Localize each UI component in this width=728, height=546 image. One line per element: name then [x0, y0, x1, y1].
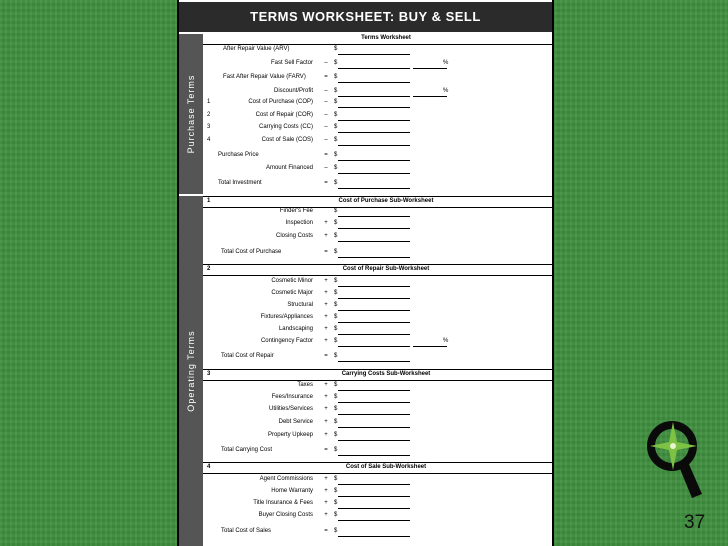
sub-worksheet-title: Cost of Purchase Sub-Worksheet: [338, 198, 434, 204]
worksheet-row[interactable]: [203, 419, 552, 429]
row-dollar-sign: $: [334, 476, 338, 482]
row-label: Agent Commissions: [259, 476, 313, 482]
worksheet-body: [203, 0, 552, 546]
row-dollar-sign: $: [334, 220, 338, 226]
worksheet-row[interactable]: [203, 137, 552, 147]
row-value-field[interactable]: [338, 120, 410, 121]
row-value-field[interactable]: [338, 310, 410, 311]
worksheet-row[interactable]: [203, 233, 552, 243]
row-operator: +: [324, 406, 328, 412]
operating-terms-label: Operating Terms: [186, 330, 196, 412]
worksheet-row[interactable]: [203, 290, 552, 300]
row-dollar-sign: $: [334, 249, 338, 255]
row-value-field[interactable]: [338, 82, 410, 83]
worksheet-row[interactable]: [203, 512, 552, 522]
row-dollar-sign: $: [334, 338, 338, 344]
sub-worksheet-header: [203, 196, 552, 208]
row-dollar-sign: $: [334, 512, 338, 518]
worksheet-row[interactable]: [203, 180, 552, 190]
row-operator: +: [324, 290, 328, 296]
row-label: Home Warranty: [271, 488, 313, 494]
row-dollar-sign: $: [334, 302, 338, 308]
row-label: Taxes: [297, 382, 313, 388]
row-value-field[interactable]: [338, 322, 410, 323]
row-total-label: Total Carrying Cost: [221, 447, 273, 453]
worksheet-row[interactable]: [203, 353, 552, 363]
row-value-field[interactable]: [338, 257, 410, 258]
row-dollar-sign: $: [334, 500, 338, 506]
row-label: Landscaping: [278, 326, 313, 332]
row-label: Fast Sell Factor: [270, 60, 313, 66]
sub-worksheet-header: [203, 264, 552, 276]
row-operator: +: [324, 338, 328, 344]
worksheet-row[interactable]: [203, 46, 552, 56]
row-value-field[interactable]: [338, 145, 410, 146]
worksheet-row[interactable]: [203, 382, 552, 392]
row-dollar-sign: $: [334, 99, 338, 105]
row-operator: +: [324, 278, 328, 284]
row-label: Fixtures/Appliances: [260, 314, 313, 320]
row-operator: –: [324, 124, 328, 130]
row-dollar-sign: $: [334, 382, 338, 388]
sub-worksheet-header: [203, 462, 552, 474]
worksheet-row[interactable]: [203, 406, 552, 416]
row-dollar-sign: $: [334, 406, 338, 412]
worksheet-row[interactable]: [203, 314, 552, 324]
row-dollar-sign: $: [334, 447, 338, 453]
row-value-field[interactable]: [338, 68, 410, 69]
worksheet-row[interactable]: [203, 220, 552, 230]
row-dollar-sign: $: [334, 152, 338, 158]
row-value-field[interactable]: [338, 132, 410, 133]
row-operator: +: [324, 512, 328, 518]
row-label: Purchase Price: [218, 152, 259, 158]
row-dollar-sign: $: [334, 419, 338, 425]
row-label: Cost of Repair (COR): [255, 112, 313, 118]
row-value-field[interactable]: [338, 228, 410, 229]
row-dollar-sign: $: [334, 278, 338, 284]
terms-worksheet-title: Terms Worksheet: [361, 35, 411, 41]
row-value-field[interactable]: [338, 241, 410, 242]
row-dollar-sign: $: [334, 353, 338, 359]
row-percent-sign: %: [443, 88, 449, 94]
worksheet-row[interactable]: [203, 60, 552, 70]
row-value-field[interactable]: [338, 484, 410, 485]
row-operator: +: [324, 233, 328, 239]
worksheet-row[interactable]: [203, 500, 552, 510]
sub-worksheet-number: 4: [207, 464, 211, 470]
sub-worksheet-number: 3: [207, 371, 211, 377]
worksheet-row[interactable]: [203, 74, 552, 84]
row-dollar-sign: $: [334, 165, 338, 171]
worksheet-row[interactable]: [203, 88, 552, 98]
row-value-field[interactable]: [338, 107, 410, 108]
row-operator: –: [324, 88, 328, 94]
worksheet-row[interactable]: [203, 152, 552, 162]
row-operator: =: [324, 152, 328, 158]
worksheet-row[interactable]: [203, 432, 552, 442]
worksheet-row[interactable]: [203, 249, 552, 259]
sub-worksheet-header: [203, 369, 552, 381]
row-dollar-sign: $: [334, 60, 338, 66]
row-label: Utilities/Services: [268, 406, 313, 412]
row-operator: +: [324, 382, 328, 388]
row-label: Cosmetic Major: [271, 290, 313, 296]
row-operator: =: [324, 528, 328, 534]
row-number: 3: [207, 124, 211, 130]
row-label: Total Investment: [218, 180, 262, 186]
row-label: Closing Costs: [275, 233, 313, 239]
row-value-field[interactable]: [338, 496, 410, 497]
row-label: Cosmetic Minor: [271, 278, 313, 284]
row-value-field[interactable]: [338, 390, 410, 391]
worksheet-page: [177, 0, 554, 546]
terms-worksheet-header: [203, 34, 552, 45]
row-dollar-sign: $: [334, 290, 338, 296]
row-dollar-sign: $: [334, 488, 338, 494]
row-label: Buyer Closing Costs: [258, 512, 313, 518]
row-operator: =: [324, 180, 328, 186]
row-label: Cost of Purchase (COP): [248, 99, 313, 105]
row-value-field[interactable]: [338, 188, 410, 189]
row-dollar-sign: $: [334, 432, 338, 438]
row-value-field[interactable]: [338, 361, 410, 362]
row-percent-field[interactable]: [413, 346, 447, 347]
worksheet-row[interactable]: [203, 278, 552, 288]
row-total-label: Total Cost of Purchase: [221, 249, 282, 255]
worksheet-row[interactable]: [203, 488, 552, 498]
row-operator: =: [324, 249, 328, 255]
row-operator: +: [324, 326, 328, 332]
row-value-field[interactable]: [338, 520, 410, 521]
row-label: Structural: [287, 302, 313, 308]
worksheet-row[interactable]: [203, 165, 552, 175]
row-value-field[interactable]: [338, 455, 410, 456]
row-dollar-sign: $: [334, 112, 338, 118]
row-operator: +: [324, 476, 328, 482]
worksheet-title: TERMS WORKSHEET: BUY & SELL: [179, 2, 552, 32]
row-value-field[interactable]: [338, 346, 410, 347]
sub-worksheet-title: Cost of Sale Sub-Worksheet: [345, 464, 427, 470]
row-value-field[interactable]: [338, 402, 410, 403]
row-total-label: Total Cost of Repair: [221, 353, 274, 359]
row-value-field[interactable]: [338, 286, 410, 287]
row-label: Title Insurance & Fees: [253, 500, 313, 506]
row-label: Discount/Profit: [273, 88, 313, 94]
row-dollar-sign: $: [334, 208, 338, 214]
page-number: 37: [684, 512, 706, 533]
row-operator: +: [324, 302, 328, 308]
row-number: 4: [207, 137, 211, 143]
row-operator: =: [324, 447, 328, 453]
worksheet-row[interactable]: [203, 476, 552, 486]
row-dollar-sign: $: [334, 326, 338, 332]
row-operator: +: [324, 432, 328, 438]
worksheet-row[interactable]: [203, 112, 552, 122]
row-value-field[interactable]: [338, 508, 410, 509]
row-dollar-sign: $: [334, 314, 338, 320]
row-number: 2: [207, 112, 211, 118]
row-operator: +: [324, 394, 328, 400]
operating-terms-sidebar: [179, 196, 203, 546]
row-dollar-sign: $: [334, 233, 338, 239]
worksheet-row[interactable]: [203, 447, 552, 457]
row-dollar-sign: $: [334, 46, 338, 52]
row-percent-field[interactable]: [413, 96, 447, 97]
row-label: Debt Service: [278, 419, 313, 425]
row-value-field[interactable]: [338, 160, 410, 161]
row-dollar-sign: $: [334, 137, 338, 143]
row-percent-sign: %: [443, 60, 449, 66]
worksheet-row[interactable]: [203, 394, 552, 404]
sub-worksheet-number: 2: [207, 266, 211, 272]
row-label: Inspection: [285, 220, 313, 226]
worksheet-row[interactable]: [203, 528, 552, 538]
row-label: Property Upkeep: [267, 432, 313, 438]
sub-worksheet-title: Cost of Repair Sub-Worksheet: [342, 266, 430, 272]
row-total-label: Total Cost of Sales: [221, 528, 272, 534]
row-operator: +: [324, 488, 328, 494]
purchase-terms-label: Purchase Terms: [186, 74, 196, 154]
row-operator: +: [324, 314, 328, 320]
row-value-field[interactable]: [338, 96, 410, 97]
worksheet-row[interactable]: [203, 338, 552, 348]
worksheet-row[interactable]: [203, 208, 552, 218]
row-operator: +: [324, 419, 328, 425]
sub-worksheet-title: Carrying Costs Sub-Worksheet: [341, 371, 431, 377]
row-operator: =: [324, 74, 328, 80]
row-value-field[interactable]: [338, 536, 410, 537]
row-value-field[interactable]: [338, 334, 410, 335]
row-operator: +: [324, 220, 328, 226]
row-value-field[interactable]: [338, 440, 410, 441]
row-operator: –: [324, 137, 328, 143]
row-dollar-sign: $: [334, 124, 338, 130]
row-dollar-sign: $: [334, 528, 338, 534]
row-dollar-sign: $: [334, 88, 338, 94]
row-value-field[interactable]: [338, 414, 410, 415]
row-value-field[interactable]: [338, 298, 410, 299]
worksheet-row[interactable]: [203, 302, 552, 312]
row-dollar-sign: $: [334, 180, 338, 186]
sub-worksheet-number: 1: [207, 198, 211, 204]
row-operator: =: [324, 353, 328, 359]
row-value-field[interactable]: [338, 216, 410, 217]
row-label: Carrying Costs (CC): [258, 124, 313, 130]
row-percent-field[interactable]: [413, 68, 447, 69]
row-label: Fees/Insurance: [271, 394, 313, 400]
row-percent-sign: %: [443, 338, 449, 344]
row-operator: –: [324, 112, 328, 118]
row-label: Contingency Factor: [260, 338, 313, 344]
row-number: 1: [207, 99, 211, 105]
row-dollar-sign: $: [334, 394, 338, 400]
row-operator: –: [324, 60, 328, 66]
row-value-field[interactable]: [338, 173, 410, 174]
row-label: Fast After Repair Value (FARV): [223, 74, 306, 80]
worksheet-row[interactable]: [203, 99, 552, 109]
worksheet-row[interactable]: [203, 326, 552, 336]
magnifier-icon: [642, 416, 708, 506]
row-operator: –: [324, 165, 328, 171]
row-operator: +: [324, 500, 328, 506]
row-label: Amount Financed: [265, 165, 313, 171]
row-operator: –: [324, 99, 328, 105]
row-label: After Repair Value (ARV): [223, 46, 290, 52]
row-value-field[interactable]: [338, 54, 410, 55]
row-dollar-sign: $: [334, 74, 338, 80]
row-value-field[interactable]: [338, 427, 410, 428]
purchase-terms-sidebar: [179, 34, 203, 194]
worksheet-row[interactable]: [203, 124, 552, 134]
row-label: Cost of Sale (COS): [261, 137, 313, 143]
row-label: Finder's Fee: [279, 208, 313, 214]
